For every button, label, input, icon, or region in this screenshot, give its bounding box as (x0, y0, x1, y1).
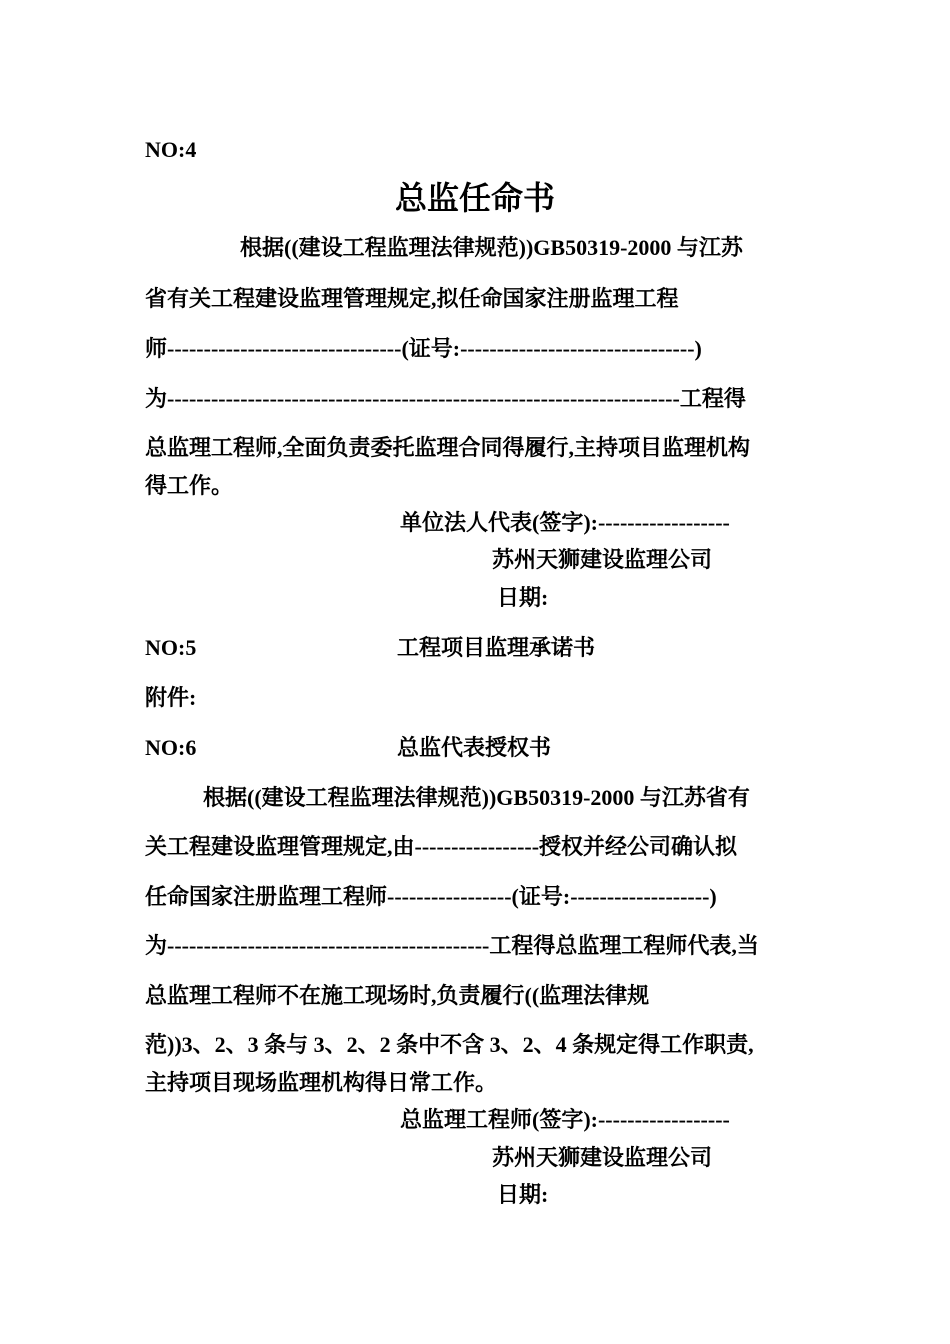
date-label: 日期: (497, 1182, 549, 1207)
date-label: 日期: (497, 585, 549, 610)
paragraph-line: 任命国家注册监理工程师-----------------(证号:-------------------) (145, 884, 717, 909)
section-title-authorization: 总监代表授权书 (397, 735, 552, 760)
paragraph-line: 为----------------------------------------------------------------------工程得 (145, 386, 746, 411)
paragraph-line: 得工作。 (145, 473, 234, 498)
section-title-commitment: 工程项目监理承诺书 (397, 635, 596, 660)
paragraph-line: 关工程建设监理管理规定,由-----------------授权并经公司确认拟 (145, 834, 738, 859)
paragraph-line: 范))3、2、3 条与 3、2、2 条中不含 3、2、4 条规定得工作职责, (145, 1032, 754, 1057)
section-number-5: NO:5 (145, 635, 197, 660)
company-name: 苏州天狮建设监理公司 (492, 1145, 713, 1170)
paragraph-line: 总监理工程师不在施工现场时,负责履行((监理法律规 (145, 983, 650, 1008)
paragraph-line: 省有关工程建设监理管理规定,拟任命国家注册监理工程 (145, 286, 679, 311)
section-number-6: NO:6 (145, 735, 197, 760)
paragraph-line: 根据((建设工程监理法律规范))GB50319-2000 与江苏省有 (203, 785, 750, 810)
paragraph-line: 根据((建设工程监理法律规范))GB50319-2000 与江苏 (240, 235, 743, 260)
attachment-label: 附件: (145, 685, 197, 710)
company-name: 苏州天狮建设监理公司 (492, 547, 713, 572)
section-number-4: NO:4 (145, 137, 197, 162)
paragraph-line: 主持项目现场监理机构得日常工作。 (145, 1070, 498, 1095)
paragraph-line: 师--------------------------------(证号:--------------------------------) (145, 336, 702, 361)
paragraph-line: 为--------------------------------------------工程得总监理工程师代表,当 (145, 933, 759, 958)
section-title-appointment: 总监任命书 (394, 180, 555, 216)
signature-line: 总监理工程师(签字):------------------ (400, 1107, 730, 1132)
signature-line: 单位法人代表(签字):------------------ (400, 510, 730, 535)
paragraph-line: 总监理工程师,全面负责委托监理合同得履行,主持项目监理机构 (145, 435, 751, 460)
